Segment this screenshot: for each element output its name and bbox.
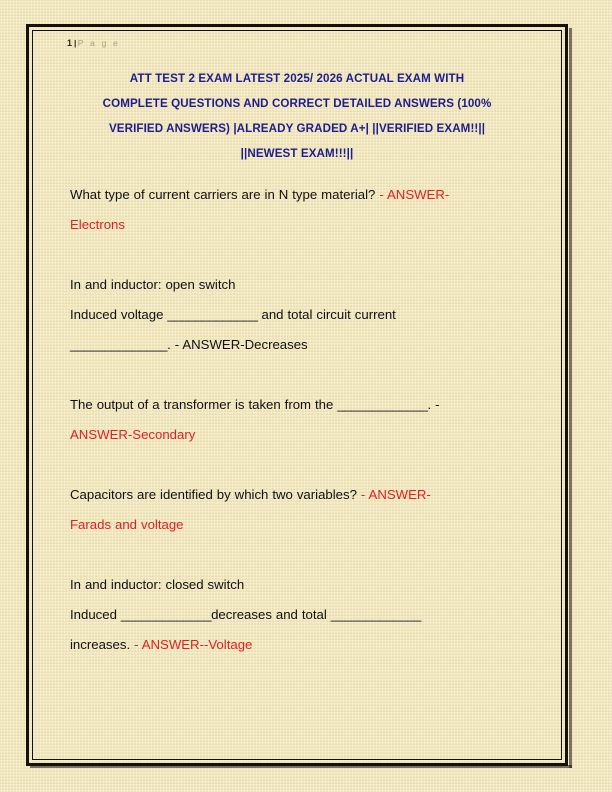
page-frame-shadow-bottom: [30, 765, 572, 768]
qa-fill-blank: _____________: [330, 607, 421, 622]
page-header-label: P a g e: [77, 38, 120, 48]
page-frame-shadow-right: [569, 28, 572, 768]
page-number: 1: [67, 38, 73, 48]
qa-block: [70, 570, 523, 660]
qa-answer-text: Electrons: [70, 217, 125, 232]
block-spacer: [70, 540, 523, 570]
qa-text-fragment: The output of a transformer is taken from the: [70, 397, 338, 412]
qa-list: [37, 180, 557, 660]
qa-question-line: [70, 480, 523, 510]
qa-text-fragment: Induced voltage: [70, 307, 168, 322]
page-title-line-2: COMPLETE QUESTIONS AND CORRECT DETAILED ANSWERS (100%: [102, 97, 492, 110]
qa-fill-blank: ______________: [70, 337, 168, 352]
qa-question-line: [70, 600, 523, 630]
page-title-line-3: VERIFIED ANSWERS) |ALREADY GRADED A+| ||VERIFIED EXAM!!||: [108, 122, 486, 135]
qa-question-line: [70, 300, 523, 330]
block-spacer: [70, 450, 523, 480]
qa-text-fragment: and total circuit current: [257, 307, 396, 322]
document-content: [37, 31, 557, 759]
qa-text-fragment: Induced: [70, 607, 121, 622]
qa-answer-marker: - ANSWER-: [356, 487, 431, 502]
qa-fill-blank: _____________: [167, 307, 258, 322]
qa-text-fragment: decreases and total: [211, 607, 331, 622]
page-header: [37, 31, 557, 48]
qa-text-fragment: . -: [427, 397, 440, 412]
qa-block: [70, 390, 523, 450]
qa-question-line: [70, 180, 523, 210]
qa-answer-text: . - ANSWER-Decreases: [167, 337, 308, 352]
qa-question-text: What type of current carriers are in N type material?: [70, 187, 376, 202]
block-spacer: [70, 360, 523, 390]
qa-answer-line: [70, 630, 523, 660]
qa-answer-text: ANSWER-Secondary: [70, 427, 196, 442]
qa-question-line: In and inductor: open switch: [70, 277, 236, 292]
qa-question-text: Capacitors are identified by which two variables?: [70, 487, 357, 502]
qa-question-line: [70, 390, 523, 420]
qa-block: [70, 180, 523, 240]
qa-answer-text: Farads and voltage: [70, 517, 184, 532]
qa-answer-text: - ANSWER--Voltage: [130, 637, 253, 652]
page-title-line-4: ||NEWEST EXAM!!!||: [240, 147, 354, 160]
block-spacer: [70, 240, 523, 270]
qa-fill-blank: _____________: [120, 607, 212, 622]
qa-block: [70, 480, 523, 540]
qa-answer-line: [70, 330, 523, 360]
page-title: [59, 66, 535, 166]
qa-answer-marker: - ANSWER-: [375, 187, 450, 202]
page-title-line-1: ATT TEST 2 EXAM LATEST 2025/ 2026 ACTUAL EXAM WITH: [129, 72, 465, 85]
qa-text-fragment: increases.: [70, 637, 131, 652]
qa-block: [70, 270, 523, 360]
qa-fill-blank: _____________: [337, 397, 428, 412]
qa-question-line: In and inductor: closed switch: [70, 577, 245, 592]
page-header-separator: |: [74, 38, 77, 48]
